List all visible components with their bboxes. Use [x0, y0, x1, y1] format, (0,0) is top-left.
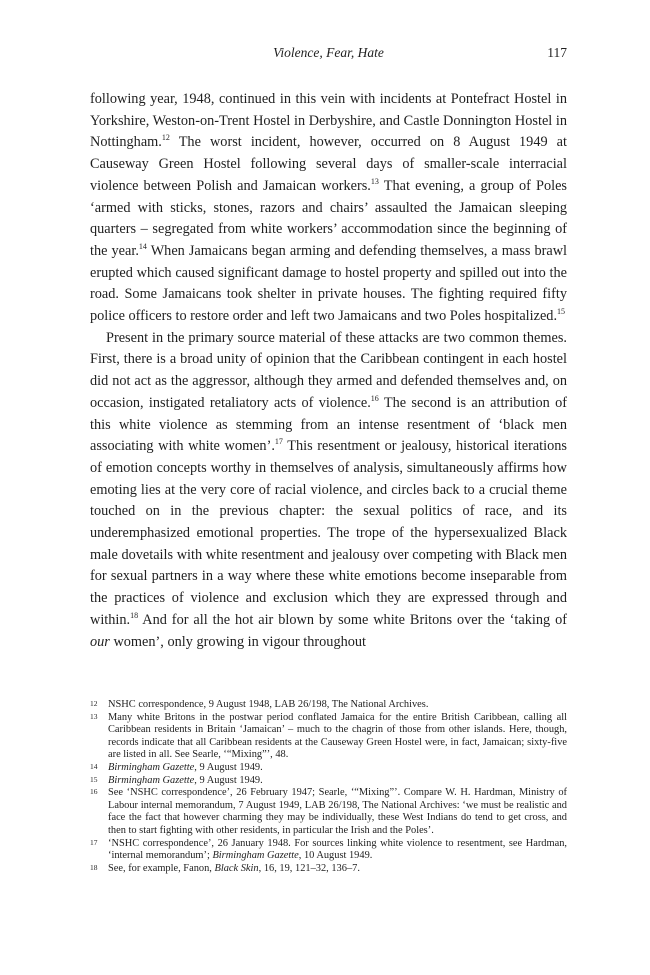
body-text [90, 89, 567, 653]
footnotes [90, 699, 567, 875]
footnote-ref: 17 [274, 437, 283, 447]
text-run: This resentment or jealousy, historical iterations of emotion concepts worthy in themselves of analysis, simultaneously affirms how emoting lies at the very core of racial violence, and circles back to a crucial theme touched on in the previous chapter: the sexual politics of race, and its underemphasized emotional properties. The trope of the hypersexualized Black male dovetails with white resentment and jealousy over competing with Black men for sexual partners in a way where these white emotions become inseparable from the practices of violence and exclusion which they are expressed through and within. [90, 438, 567, 628]
footnote [90, 787, 567, 837]
italic-text: Birmingham Gazette [212, 850, 299, 862]
text-run: NSHC correspondence, 9 August 1948, LAB 26/198, The National Archives. [108, 699, 429, 710]
text-run: women’, only growing in vigour throughout [109, 633, 367, 650]
footnote [90, 838, 567, 863]
text-run: , 9 August 1949. [194, 761, 263, 773]
footnote [90, 699, 567, 712]
text-run: Many white Britons in the postwar period conflated Jamaica for the entire British Caribbean, calling all Caribbean residents in Britain ‘Jamaican’ – much to the chagrin of those from other islands. Here, though, records indicate that all Caribbean residents at the Causeway Green Hostel were, in fact, Jamaican; sixty-five are listed in all. See Searle, ‘“Mixing”’, 48. [108, 711, 567, 761]
running-head-title: Violence, Fear, Hate [273, 45, 384, 60]
footnote-ref: 15 [557, 307, 566, 317]
footnote-number: 12 [90, 699, 98, 708]
text-run: That evening, a group of Poles ‘armed with sticks, stones, razors and chairs’ assaulted the Jamaican sleeping quarters – segregated from white workers’ accommodation since the beginning of the year. [90, 177, 567, 259]
text-run: , 16, 19, 121–32, 136–7. [258, 862, 360, 874]
footnote-ref: 16 [370, 393, 379, 403]
text-run: See ‘NSHC correspondence’, 26 February 1947; Searle, ‘“Mixing”’. Compare W. H. Hardman, Ministry of Labour internal memorandum, 7 August 1949, LAB 26/198, The National Archives: ‘we must be realistic and face the fact that however charming they may be individually, these West Indians do tend to get cross, and then to start fighting with other residents, in particular the Irish and the Poles’. [108, 787, 567, 836]
text-run: ‘NSHC correspondence’, 26 January 1948. For sources linking white violence to resentment, see Hardman, ‘internal memorandum’; [108, 837, 567, 862]
italic-text: Black Skin [214, 862, 259, 874]
running-head [90, 45, 567, 65]
text-run: , 10 August 1949. [298, 850, 373, 862]
text-run: Present in the primary source material of these attacks are two common themes. First, there is a broad unity of opinion that the Caribbean contingent in each hostel did not act as the aggressor, although they armed and defended themselves and, on occasion, instigated retaliatory acts of violence. [90, 329, 567, 411]
footnote-number: 16 [90, 787, 98, 797]
footnote-ref: 14 [138, 241, 147, 251]
footnote-ref: 13 [370, 176, 379, 186]
footnote-ref: 18 [130, 610, 139, 620]
text-run: The second is an attribution of this white violence as stemming from an intense resentment of ‘black men associating with white women’. [90, 394, 567, 455]
footnote-number: 15 [90, 774, 98, 784]
body-paragraph [90, 328, 567, 654]
footnote-ref: 12 [161, 133, 170, 143]
text-run: following year, 1948, continued in this vein with incidents at Pontefract Hostel in Yorkshire, Weston-on-Trent Hostel in Derbyshire, and Castle Donnington Hostel in Nottingham. [90, 91, 567, 151]
text-run: The worst incident, however, occurred on 8 August 1949 at Causeway Green Hostel following several days of smaller-scale interracial violence between Polish and Jamaican workers. [90, 134, 567, 194]
footnote-number: 14 [90, 761, 98, 771]
footnote [90, 863, 567, 876]
italic-text: our [90, 633, 110, 650]
italic-text: Birmingham Gazette [108, 774, 195, 786]
page-number: 117 [547, 45, 567, 60]
footnote-number: 18 [90, 862, 98, 872]
footnote [90, 775, 567, 788]
text-run: When Jamaicans began arming and defending themselves, a mass brawl erupted which caused significant damage to hostel property and spilled out into the road. Some Jamaicans took shelter in private houses. The fighting required fifty police officers to restore order and left two Jamaicans and two Poles hospitalized. [90, 242, 567, 325]
text-run: See, for example, Fanon, [108, 862, 215, 874]
italic-text: Birmingham Gazette [108, 761, 195, 773]
footnote [90, 712, 567, 762]
footnote [90, 762, 567, 775]
text-run: , 9 August 1949. [194, 774, 263, 786]
body-paragraph [90, 89, 567, 328]
text-run: And for all the hot air blown by some white Britons over the ‘taking of [138, 611, 567, 628]
footnote-number: 17 [90, 837, 98, 847]
footnote-number: 13 [90, 711, 98, 721]
